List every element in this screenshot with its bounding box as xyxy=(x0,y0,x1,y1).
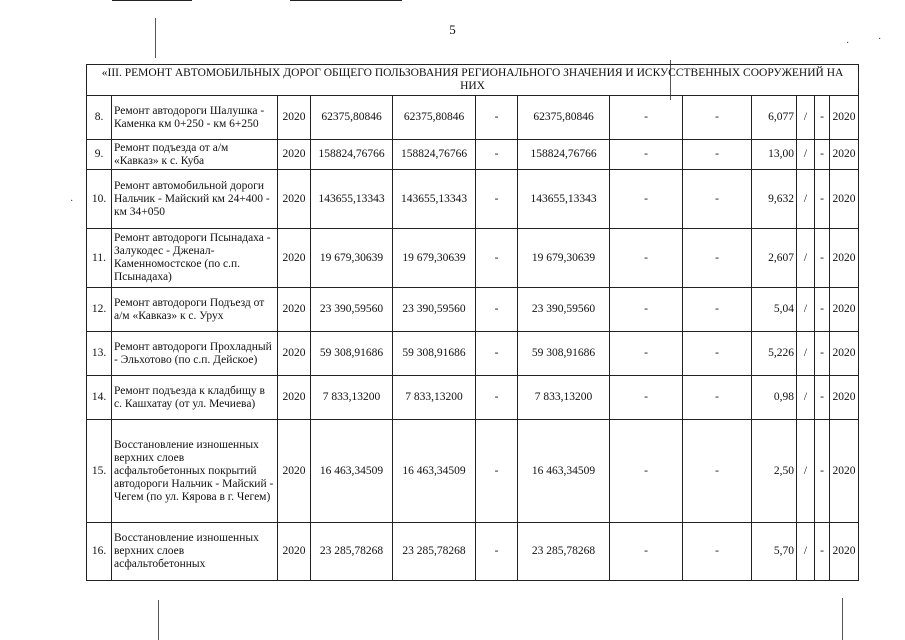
cell-col8: - xyxy=(683,420,752,523)
federal-cost: - xyxy=(476,229,518,288)
end-year: 2020 xyxy=(830,140,859,170)
table-row xyxy=(87,96,859,140)
budget-cost: 62375,80846 xyxy=(393,96,476,140)
row-number: 15. xyxy=(87,420,112,523)
cell-dash: - xyxy=(815,523,830,581)
budget-cost: 59 308,91686 xyxy=(393,332,476,376)
federal-cost: - xyxy=(476,170,518,229)
end-year: 2020 xyxy=(830,96,859,140)
road-length: 2,50 xyxy=(752,420,797,523)
row-number: 12. xyxy=(87,288,112,332)
federal-cost: - xyxy=(476,376,518,420)
start-year: 2020 xyxy=(278,376,311,420)
road-length: 5,04 xyxy=(752,288,797,332)
cell-col7: - xyxy=(610,288,683,332)
start-year: 2020 xyxy=(278,96,311,140)
section-title: «III. РЕМОНТ АВТОМОБИЛЬНЫХ ДОРОГ ОБЩЕГО ПОЛЬЗОВАНИЯ РЕГИОНАЛЬНОГО ЗНАЧЕНИЯ И ИСКУССТВЕННЫХ СООРУЖЕНИЙ НА НИХ xyxy=(87,65,859,96)
road-name: Ремонт подъезда от а/м «Кавказ» к с. Куба xyxy=(112,140,278,170)
scan-dot-1: · xyxy=(846,38,850,49)
cell-dash: - xyxy=(815,140,830,170)
cell-col8: - xyxy=(683,332,752,376)
total-cost: 23 390,59560 xyxy=(311,288,393,332)
table-row xyxy=(87,288,859,332)
road-length: 5,226 xyxy=(752,332,797,376)
federal-cost: - xyxy=(476,96,518,140)
road-name: Восстановление изношенных верхних слоев асфальтобетонных xyxy=(112,523,278,581)
top-rule-left xyxy=(112,0,192,1)
cell-col7: - xyxy=(610,140,683,170)
budget-cost: 23 390,59560 xyxy=(393,288,476,332)
cell-mark: / xyxy=(797,420,815,523)
cell-mark: / xyxy=(797,170,815,229)
cell-mark: / xyxy=(797,140,815,170)
road-name: Ремонт автодороги Шалушка - Каменка км 0+250 - км 6+250 xyxy=(112,96,278,140)
start-year: 2020 xyxy=(278,420,311,523)
section-header-row xyxy=(87,65,859,96)
row-number: 10. xyxy=(87,170,112,229)
table-row xyxy=(87,170,859,229)
road-length: 13,00 xyxy=(752,140,797,170)
road-name: Ремонт автомобильной дороги Нальчик - Майский км 24+400 - км 34+050 xyxy=(112,170,278,229)
table-row xyxy=(87,523,859,581)
page-number: 5 xyxy=(449,22,456,37)
cell-dash: - xyxy=(815,420,830,523)
cell-mark: / xyxy=(797,376,815,420)
scan-line-3 xyxy=(842,598,843,640)
total-cost: 158824,76766 xyxy=(311,140,393,170)
total-cost: 62375,80846 xyxy=(311,96,393,140)
table-row xyxy=(87,140,859,170)
regional-cost: 158824,76766 xyxy=(518,140,610,170)
road-name: Восстановление изношенных верхних слоев асфальтобетонных покрытий автодороги Нальчик - Майский - Чегем (по ул. Кярова в г. Чегем) xyxy=(112,420,278,523)
cell-dash: - xyxy=(815,229,830,288)
road-repair-table xyxy=(86,64,859,581)
table-row xyxy=(87,376,859,420)
cell-mark: / xyxy=(797,288,815,332)
road-length: 0,98 xyxy=(752,376,797,420)
cell-col8: - xyxy=(683,140,752,170)
regional-cost: 16 463,34509 xyxy=(518,420,610,523)
end-year: 2020 xyxy=(830,170,859,229)
cell-col7: - xyxy=(610,170,683,229)
road-length: 5,70 xyxy=(752,523,797,581)
road-name: Ремонт автодороги Прохладный - Эльхотово (по с.п. Дейское) xyxy=(112,332,278,376)
road-length: 9,632 xyxy=(752,170,797,229)
federal-cost: - xyxy=(476,140,518,170)
cell-col8: - xyxy=(683,229,752,288)
regional-cost: 19 679,30639 xyxy=(518,229,610,288)
road-length: 6,077 xyxy=(752,96,797,140)
total-cost: 7 833,13200 xyxy=(311,376,393,420)
road-name: Ремонт автодороги Псынадаха - Залукодес - Дженал- Каменномостское (по с.п. Псынадаха) xyxy=(112,229,278,288)
budget-cost: 23 285,78268 xyxy=(393,523,476,581)
start-year: 2020 xyxy=(278,332,311,376)
federal-cost: - xyxy=(476,420,518,523)
budget-cost: 19 679,30639 xyxy=(393,229,476,288)
cell-col7: - xyxy=(610,523,683,581)
regional-cost: 59 308,91686 xyxy=(518,332,610,376)
end-year: 2020 xyxy=(830,229,859,288)
cell-col7: - xyxy=(610,332,683,376)
federal-cost: - xyxy=(476,332,518,376)
scan-dot-3: · xyxy=(70,196,74,207)
cell-dash: - xyxy=(815,170,830,229)
cell-dash: - xyxy=(815,288,830,332)
start-year: 2020 xyxy=(278,288,311,332)
end-year: 2020 xyxy=(830,420,859,523)
regional-cost: 143655,13343 xyxy=(518,170,610,229)
start-year: 2020 xyxy=(278,523,311,581)
row-number: 8. xyxy=(87,96,112,140)
total-cost: 23 285,78268 xyxy=(311,523,393,581)
regional-cost: 23 390,59560 xyxy=(518,288,610,332)
road-length: 2,607 xyxy=(752,229,797,288)
scan-dot-2: · xyxy=(878,34,882,45)
budget-cost: 158824,76766 xyxy=(393,140,476,170)
budget-cost: 143655,13343 xyxy=(393,170,476,229)
budget-cost: 7 833,13200 xyxy=(393,376,476,420)
cell-dash: - xyxy=(815,96,830,140)
budget-cost: 16 463,34509 xyxy=(393,420,476,523)
cell-col8: - xyxy=(683,376,752,420)
cell-col8: - xyxy=(683,288,752,332)
cell-mark: / xyxy=(797,523,815,581)
start-year: 2020 xyxy=(278,229,311,288)
federal-cost: - xyxy=(476,523,518,581)
row-number: 16. xyxy=(87,523,112,581)
cell-col8: - xyxy=(683,170,752,229)
cell-col8: - xyxy=(683,96,752,140)
cell-dash: - xyxy=(815,376,830,420)
total-cost: 59 308,91686 xyxy=(311,332,393,376)
cell-col7: - xyxy=(610,96,683,140)
total-cost: 143655,13343 xyxy=(311,170,393,229)
end-year: 2020 xyxy=(830,288,859,332)
federal-cost: - xyxy=(476,288,518,332)
cell-mark: / xyxy=(797,229,815,288)
cell-mark: / xyxy=(797,96,815,140)
total-cost: 16 463,34509 xyxy=(311,420,393,523)
start-year: 2020 xyxy=(278,140,311,170)
row-number: 13. xyxy=(87,332,112,376)
cell-col7: - xyxy=(610,229,683,288)
row-number: 14. xyxy=(87,376,112,420)
table-row xyxy=(87,420,859,523)
regional-cost: 62375,80846 xyxy=(518,96,610,140)
table-row xyxy=(87,229,859,288)
road-name: Ремонт подъезда к кладбищу в с. Кашхатау (от ул. Мечиева) xyxy=(112,376,278,420)
table-row xyxy=(87,332,859,376)
cell-col7: - xyxy=(610,376,683,420)
end-year: 2020 xyxy=(830,332,859,376)
end-year: 2020 xyxy=(830,523,859,581)
regional-cost: 23 285,78268 xyxy=(518,523,610,581)
top-rule-right xyxy=(290,0,402,1)
scan-line-4 xyxy=(158,600,159,640)
cell-mark: / xyxy=(797,332,815,376)
regional-cost: 7 833,13200 xyxy=(518,376,610,420)
start-year: 2020 xyxy=(278,170,311,229)
road-name: Ремонт автодороги Подъезд от а/м «Кавказ» к с. Урух xyxy=(112,288,278,332)
cell-col8: - xyxy=(683,523,752,581)
row-number: 9. xyxy=(87,140,112,170)
total-cost: 19 679,30639 xyxy=(311,229,393,288)
row-number: 11. xyxy=(87,229,112,288)
cell-col7: - xyxy=(610,420,683,523)
end-year: 2020 xyxy=(830,376,859,420)
cell-dash: - xyxy=(815,332,830,376)
